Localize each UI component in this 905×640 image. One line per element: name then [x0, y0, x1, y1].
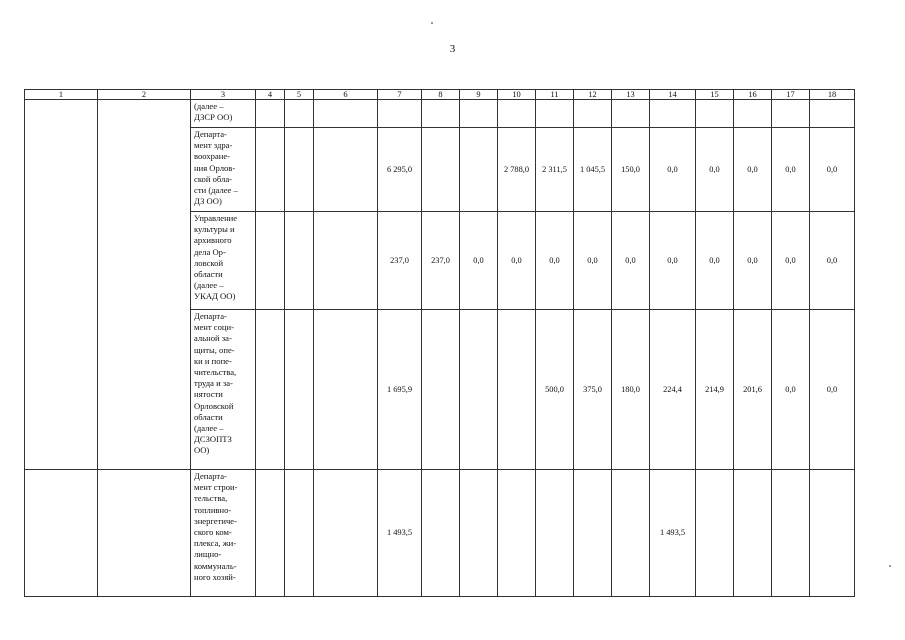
value-cell-col-4 — [256, 470, 285, 597]
column-header-17: 17 — [772, 90, 810, 100]
value-cell-col-11 — [536, 100, 574, 128]
value-cell-col-17: 0,0 — [772, 128, 810, 212]
column-header-5: 5 — [285, 90, 314, 100]
column-header-14: 14 — [650, 90, 696, 100]
column-header-1: 1 — [25, 90, 98, 100]
column-header-15: 15 — [696, 90, 734, 100]
value-cell-col-12: 0,0 — [574, 212, 612, 310]
value-cell-col-7: 1 695,9 — [378, 310, 422, 470]
executor-name-cell: Департа- мент соци- альной за- щиты, опе- ки и попе- чительства, труда и за- нятости Орловской области (далее – ДСЗОПТЗ ОО) — [191, 310, 256, 470]
value-cell-col-8 — [422, 128, 460, 212]
column-header-18: 18 — [810, 90, 855, 100]
value-cell-col-18 — [810, 100, 855, 128]
value-cell-col-14: 0,0 — [650, 128, 696, 212]
value-cell-col-14: 0,0 — [650, 212, 696, 310]
value-cell-col-14: 1 493,5 — [650, 470, 696, 597]
merged-cell-col1 — [25, 470, 98, 597]
value-cell-col-5 — [285, 212, 314, 310]
column-header-7: 7 — [378, 90, 422, 100]
merged-cell-col2 — [98, 470, 191, 597]
column-header-3: 3 — [191, 90, 256, 100]
column-header-4: 4 — [256, 90, 285, 100]
value-cell-col-12: 1 045,5 — [574, 128, 612, 212]
executor-name-cell: Управление культуры и архивного дела Ор- ловской области (далее – УКАД ОО) — [191, 212, 256, 310]
table-row — [25, 100, 855, 128]
budget-table — [24, 89, 855, 597]
value-cell-col-15 — [696, 100, 734, 128]
value-cell-col-7: 1 493,5 — [378, 470, 422, 597]
value-cell-col-15 — [696, 470, 734, 597]
value-cell-col-18: 0,0 — [810, 128, 855, 212]
value-cell-col-7: 6 295,0 — [378, 128, 422, 212]
value-cell-col-8 — [422, 310, 460, 470]
value-cell-col-8 — [422, 100, 460, 128]
value-cell-col-18: 0,0 — [810, 212, 855, 310]
value-cell-col-7 — [378, 100, 422, 128]
value-cell-col-6 — [314, 100, 378, 128]
column-header-16: 16 — [734, 90, 772, 100]
value-cell-col-5 — [285, 100, 314, 128]
value-cell-col-12 — [574, 470, 612, 597]
value-cell-col-11: 0,0 — [536, 212, 574, 310]
column-header-2: 2 — [98, 90, 191, 100]
value-cell-col-12 — [574, 100, 612, 128]
value-cell-col-13 — [612, 470, 650, 597]
value-cell-col-9 — [460, 470, 498, 597]
value-cell-col-10 — [498, 310, 536, 470]
value-cell-col-6 — [314, 470, 378, 597]
column-header-6: 6 — [314, 90, 378, 100]
value-cell-col-4 — [256, 128, 285, 212]
value-cell-col-11: 2 311,5 — [536, 128, 574, 212]
executor-name-cell: Департа- мент строи- тельства, топливно- энергетиче- ского ком- плекса, жи- лищно- коммуналь- ного хозяй- — [191, 470, 256, 597]
value-cell-col-10: 2 788,0 — [498, 128, 536, 212]
column-header-11: 11 — [536, 90, 574, 100]
value-cell-col-17 — [772, 100, 810, 128]
value-cell-col-10: 0,0 — [498, 212, 536, 310]
value-cell-col-8: 237,0 — [422, 212, 460, 310]
value-cell-col-11: 500,0 — [536, 310, 574, 470]
value-cell-col-17 — [772, 470, 810, 597]
value-cell-col-10 — [498, 470, 536, 597]
value-cell-col-17: 0,0 — [772, 212, 810, 310]
value-cell-col-5 — [285, 310, 314, 470]
column-header-13: 13 — [612, 90, 650, 100]
value-cell-col-11 — [536, 470, 574, 597]
value-cell-col-16: 0,0 — [734, 128, 772, 212]
value-cell-col-15: 0,0 — [696, 212, 734, 310]
executor-name-cell: (далее – ДЗСР ОО) — [191, 100, 256, 128]
value-cell-col-9 — [460, 128, 498, 212]
executor-name-cell: Департа- мент здра- воохране- ния Орлов- ской обла- сти (далее – ДЗ ОО) — [191, 128, 256, 212]
value-cell-col-4 — [256, 212, 285, 310]
value-cell-col-6 — [314, 128, 378, 212]
value-cell-col-6 — [314, 212, 378, 310]
value-cell-col-16 — [734, 100, 772, 128]
value-cell-col-16: 201,6 — [734, 310, 772, 470]
page-number: 3 — [449, 43, 456, 55]
column-header-9: 9 — [460, 90, 498, 100]
value-cell-col-8 — [422, 470, 460, 597]
header-row — [25, 90, 855, 100]
value-cell-col-18 — [810, 470, 855, 597]
value-cell-col-5 — [285, 470, 314, 597]
value-cell-col-14: 224,4 — [650, 310, 696, 470]
value-cell-col-17: 0,0 — [772, 310, 810, 470]
value-cell-col-18: 0,0 — [810, 310, 855, 470]
value-cell-col-16: 0,0 — [734, 212, 772, 310]
value-cell-col-14 — [650, 100, 696, 128]
value-cell-col-15: 0,0 — [696, 128, 734, 212]
value-cell-col-9 — [460, 310, 498, 470]
column-header-8: 8 — [422, 90, 460, 100]
column-header-12: 12 — [574, 90, 612, 100]
value-cell-col-15: 214,9 — [696, 310, 734, 470]
table-row — [25, 470, 855, 597]
value-cell-col-13: 0,0 — [612, 212, 650, 310]
table-body — [25, 100, 855, 597]
column-header-10: 10 — [498, 90, 536, 100]
value-cell-col-6 — [314, 310, 378, 470]
value-cell-col-13: 180,0 — [612, 310, 650, 470]
value-cell-col-10 — [498, 100, 536, 128]
value-cell-col-5 — [285, 128, 314, 212]
value-cell-col-12: 375,0 — [574, 310, 612, 470]
scan-dot — [431, 22, 433, 24]
merged-cell-col1 — [25, 100, 98, 470]
merged-cell-col2 — [98, 100, 191, 470]
value-cell-col-7: 237,0 — [378, 212, 422, 310]
value-cell-col-4 — [256, 100, 285, 128]
value-cell-col-13 — [612, 100, 650, 128]
value-cell-col-16 — [734, 470, 772, 597]
value-cell-col-9: 0,0 — [460, 212, 498, 310]
value-cell-col-13: 150,0 — [612, 128, 650, 212]
value-cell-col-4 — [256, 310, 285, 470]
scan-dot — [889, 565, 891, 567]
value-cell-col-9 — [460, 100, 498, 128]
